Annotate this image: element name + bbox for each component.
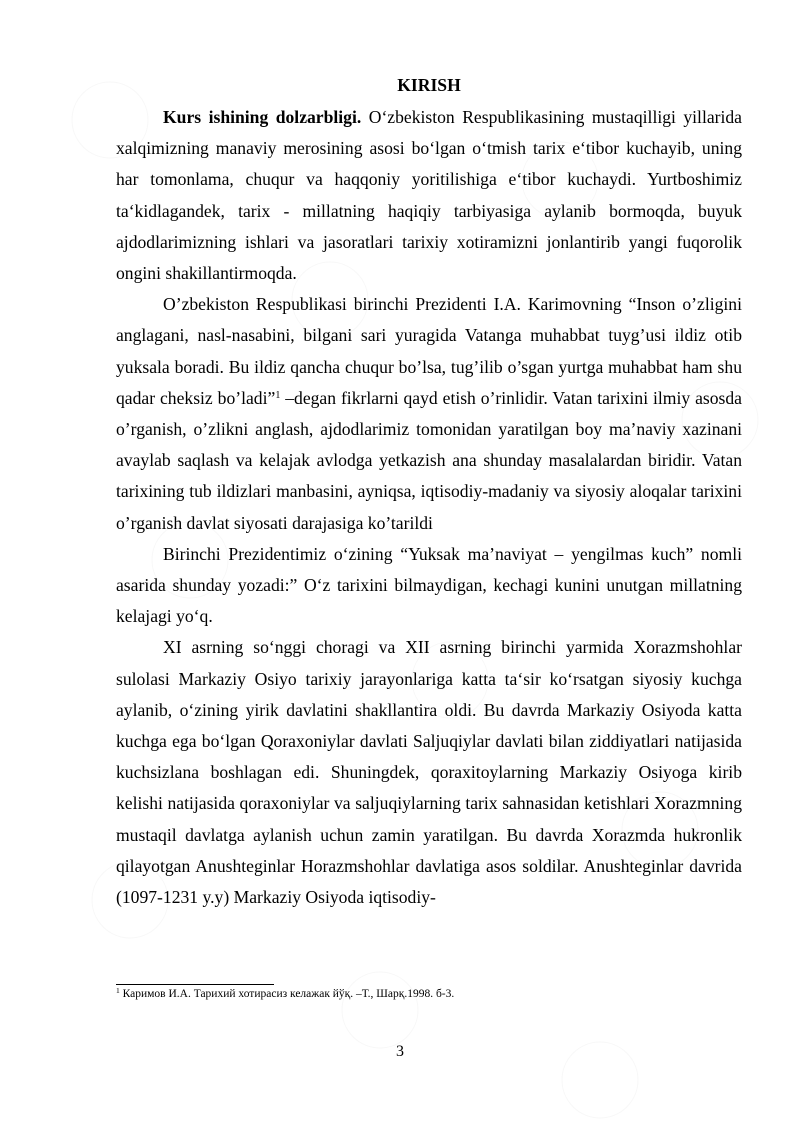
footnote-separator — [116, 984, 274, 985]
paragraph-text: O‘zbekiston Respublikasining mustaqilligi yillarida xalqimizning manaviy merosining asosi bo‘lgan o‘tmish tarix e‘tibor kuchayib, uning har tomonlama, chuqur va haqqoniy yoritilishiga e‘tibor kuchaydi. Yurtboshimiz ta‘kidlagandek, tarix - millatning haqiqiy tarbiyasiga aylanib bormoqda, buyuk ajdodlarimizning ishlari va jasoratlari tarixiy xotiramizni jonlantirib yangi fuqorolik ongini shakillantirmoqda. — [116, 107, 742, 284]
page-number: 3 — [396, 1043, 404, 1060]
footnote-number: 1 — [116, 986, 120, 995]
paragraph-karimov-quote — [116, 289, 742, 539]
page-title: KIRISH — [397, 75, 461, 95]
paragraph-spirituality — [116, 539, 742, 633]
main-text — [116, 70, 742, 913]
footnote-reference[interactable]: 1 — [275, 389, 281, 401]
footnote-text: Каримов И.А. Тарихий хотирасиз келажак йўқ. –Т., Шарқ.1998. б-3. — [119, 988, 455, 1000]
paragraph-text: O’zbekiston Respublikasi birinchi Prezidenti I.A. Karimovning “Inson o’zligini anglagani, nasl-nasabini, bilgani sari yuragida Vatanga muhabbat tuyg’usi ildiz otib yuksala boradi. Bu ildiz qancha chuqur bo’lsa, tug’ilib o’sgan yurtga muhabbat ham shu qadar cheksiz bo’ladi” — [116, 294, 742, 408]
paragraph-relevance — [116, 102, 742, 289]
paragraph-text: Birinchi Prezidentimiz o‘zining “Yuksak ma’naviyat – yengilmas kuch” nomli asarida shunday yozadi:” O‘z tarixini bilmaydigan, kechagi kunini unutgan millatning kelajagi yo‘q. — [116, 543, 742, 627]
footnote — [116, 987, 742, 1001]
paragraph-khorezmshahs — [116, 632, 742, 913]
paragraph-text: –degan fikrlarni qayd etish o’rinlidir. Vatan tarixini ilmiy asosda o’rganish, o’zlikni anglash, ajdodlarimiz tomonidan yaratilgan boy ma’naviy xazinani avaylab saqlash va kelajak avlodga yetkazish ana shunday masalalardan biridir. Vatan tarixining tub ildizlari manbasini, ayniqsa, iqtisodiy-madaniy va siyosiy aloqalar tarixini o’rganish davlat siyosati darajasiga ko’tarildi — [116, 387, 742, 533]
section-lead: Kurs ishining dolzarbligi. — [163, 107, 362, 127]
paragraph-text: XI asrning so‘nggi choragi va XII asrning birinchi yarmida Xorazmshohlar sulolasi Markaziy Osiyo tarixiy jarayonlariga katta ta‘sir ko‘rsatgan siyosiy kuchga aylanib, o‘zining yirik davlatini shakllantira oldi. Bu davrda Markaziy Osiyoda katta kuchga ega bo‘lgan Qoraxoniylar davlati Saljuqiylar davlati bilan ziddiyatlari natijasida kuchsizlana boshlagan edi. Shuningdek, qoraxitoylarning Markaziy Osiyoga kirib kelishi natijasida qoraxoniylar va saljuqiylarning tarix sahnasidan ketishlari Xorazmning mustaqil davlatga aylanish uchun zamin yaratilgan. Bu davrda Xorazmda hukronlik qilayotgan Anushteginlar Horazmshohlar davlatiga asos soldilar. Anushteginlar davrida (1097-1231 y.y) Markaziy Osiyoda iqtisodiy- — [116, 637, 742, 908]
